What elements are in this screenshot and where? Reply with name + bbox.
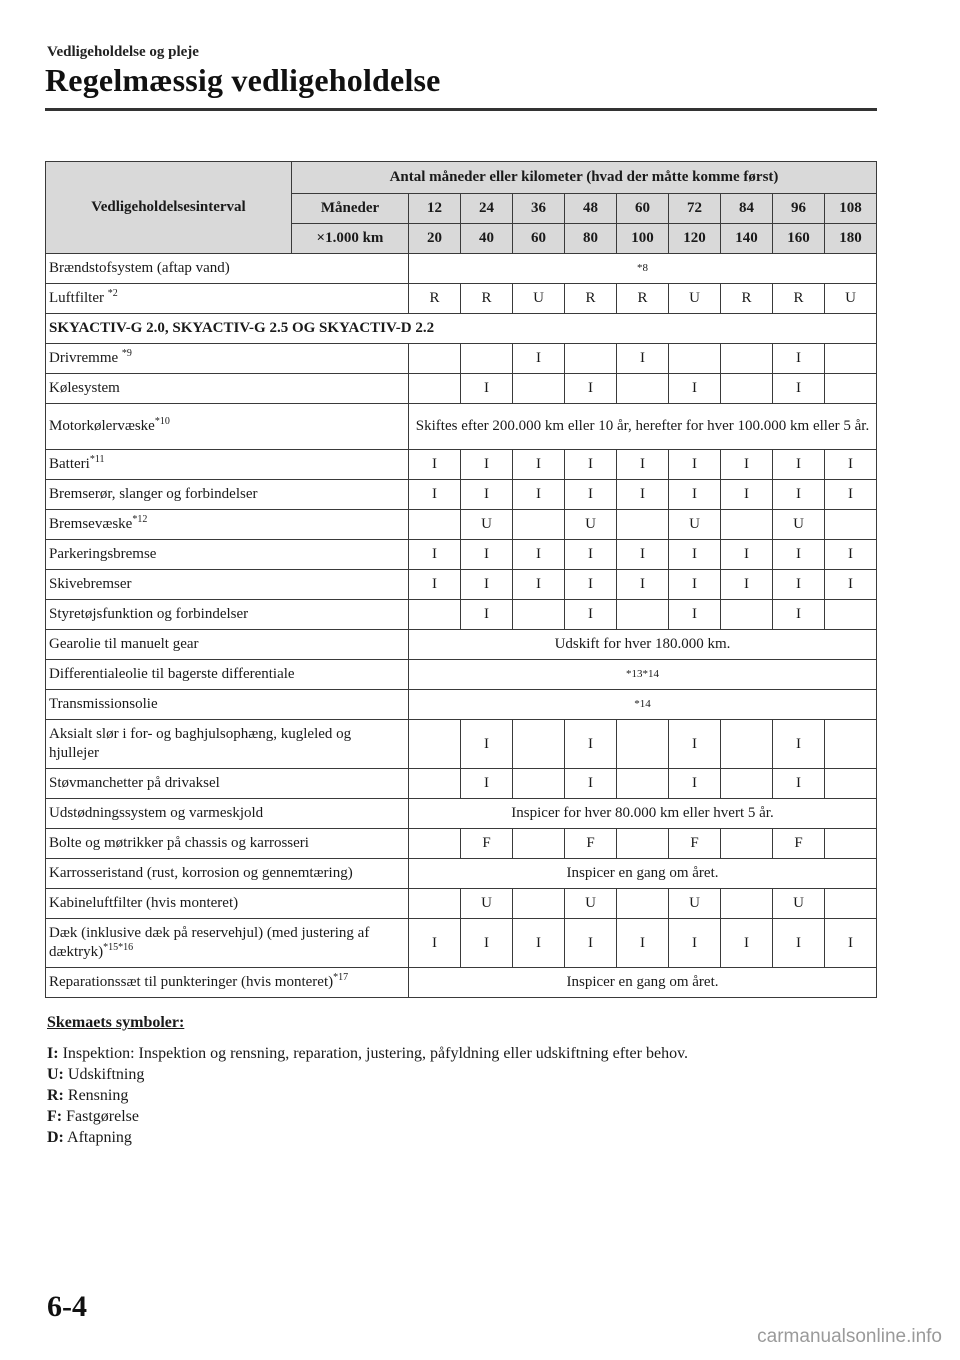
interval-cell bbox=[669, 344, 721, 374]
km-header: 100 bbox=[617, 224, 669, 254]
item-label bbox=[46, 630, 409, 660]
interval-cell: I bbox=[773, 720, 825, 769]
interval-cell: I bbox=[409, 570, 461, 600]
interval-cell bbox=[409, 510, 461, 540]
interval-cell: I bbox=[409, 540, 461, 570]
interval-cell: I bbox=[825, 540, 877, 570]
item-label-text: Kabineluftfilter (hvis monteret) bbox=[49, 895, 239, 911]
interval-cell: I bbox=[565, 570, 617, 600]
interval-cell: I bbox=[565, 769, 617, 799]
legend-key: I: bbox=[47, 1045, 59, 1062]
interval-note: Skiftes efter 200.000 km eller 10 år, herefter for hver 100.000 km eller 5 år. bbox=[409, 404, 877, 450]
interval-cell bbox=[721, 344, 773, 374]
item-label bbox=[46, 254, 409, 284]
item-label bbox=[46, 720, 409, 769]
interval-cell: I bbox=[773, 570, 825, 600]
interval-cell bbox=[825, 344, 877, 374]
item-label-text: Reparationssæt til punkteringer (hvis monteret) bbox=[49, 974, 334, 990]
interval-cell: I bbox=[669, 720, 721, 769]
interval-cell: F bbox=[773, 829, 825, 859]
km-header: 180 bbox=[825, 224, 877, 254]
interval-note: Inspicer en gang om året. bbox=[409, 968, 877, 998]
engine-group-header: SKYACTIV-G 2.0, SKYACTIV-G 2.5 OG SKYACTIV-D 2.2 bbox=[46, 314, 877, 344]
footnote-ref: *17 bbox=[333, 972, 349, 983]
interval-cell: I bbox=[565, 480, 617, 510]
footnote-ref: *15*16 bbox=[103, 942, 134, 953]
item-label bbox=[46, 480, 409, 510]
interval-cell: I bbox=[513, 480, 565, 510]
month-header: 72 bbox=[669, 194, 721, 224]
interval-cell: I bbox=[513, 450, 565, 480]
item-label-text: Brændstofsystem (aftap vand) bbox=[49, 260, 230, 276]
legend-item bbox=[47, 1127, 688, 1148]
item-label-text: Skivebremser bbox=[49, 576, 132, 592]
table-row bbox=[46, 374, 877, 404]
interval-cell: I bbox=[669, 374, 721, 404]
legend-text: Rensning bbox=[67, 1087, 129, 1104]
km-header: 60 bbox=[513, 224, 565, 254]
table-row bbox=[46, 799, 877, 829]
interval-cell: I bbox=[461, 600, 513, 630]
interval-cell: R bbox=[565, 284, 617, 314]
interval-cell bbox=[513, 889, 565, 919]
table-row bbox=[46, 859, 877, 889]
interval-cell: U bbox=[565, 510, 617, 540]
legend-text: Aftapning bbox=[67, 1129, 132, 1146]
interval-cell: I bbox=[825, 570, 877, 600]
legend-text: Udskiftning bbox=[67, 1066, 145, 1083]
table-row bbox=[46, 600, 877, 630]
interval-cell bbox=[513, 769, 565, 799]
interval-cell: I bbox=[773, 600, 825, 630]
item-label-text: Bremsevæske bbox=[49, 516, 133, 532]
table-row bbox=[46, 660, 877, 690]
interval-cell bbox=[617, 720, 669, 769]
item-label-text: Transmissionsolie bbox=[49, 696, 158, 712]
legend-item bbox=[47, 1043, 688, 1064]
interval-note: Inspicer en gang om året. bbox=[409, 859, 877, 889]
interval-cell: I bbox=[513, 540, 565, 570]
footnote-cell: *13*14 bbox=[409, 660, 877, 690]
item-label bbox=[46, 540, 409, 570]
item-label bbox=[46, 284, 409, 314]
interval-cell bbox=[409, 720, 461, 769]
interval-cell: U bbox=[825, 284, 877, 314]
legend-key: R: bbox=[47, 1087, 64, 1104]
km-header: 20 bbox=[409, 224, 461, 254]
interval-cell bbox=[409, 829, 461, 859]
interval-cell bbox=[721, 829, 773, 859]
interval-cell: U bbox=[461, 889, 513, 919]
item-label-text: Gearolie til manuelt gear bbox=[49, 636, 199, 652]
interval-cell: I bbox=[773, 450, 825, 480]
interval-cell: I bbox=[669, 570, 721, 600]
interval-cell: I bbox=[513, 344, 565, 374]
interval-cell bbox=[513, 600, 565, 630]
interval-cell bbox=[721, 510, 773, 540]
interval-cell bbox=[409, 344, 461, 374]
interval-cell: I bbox=[461, 480, 513, 510]
item-label bbox=[46, 374, 409, 404]
item-label-text: Luftfilter bbox=[49, 290, 108, 306]
interval-cell bbox=[513, 720, 565, 769]
interval-cell: U bbox=[669, 284, 721, 314]
interval-cell: I bbox=[461, 570, 513, 600]
interval-cell bbox=[825, 829, 877, 859]
interval-cell: I bbox=[617, 540, 669, 570]
legend-key: U: bbox=[47, 1066, 64, 1083]
item-label bbox=[46, 690, 409, 720]
interval-cell: I bbox=[409, 480, 461, 510]
item-label bbox=[46, 570, 409, 600]
table-row bbox=[46, 254, 877, 284]
item-label-text: Bremserør, slanger og forbindelser bbox=[49, 486, 258, 502]
item-label-text: Styretøjsfunktion og forbindelser bbox=[49, 606, 249, 622]
item-label bbox=[46, 799, 409, 829]
title-divider bbox=[45, 108, 877, 111]
item-label-text: Parkeringsbremse bbox=[49, 546, 157, 562]
table-row bbox=[46, 570, 877, 600]
interval-cell: I bbox=[461, 769, 513, 799]
interval-cell: U bbox=[461, 510, 513, 540]
interval-cell bbox=[617, 889, 669, 919]
item-label bbox=[46, 600, 409, 630]
interval-cell: I bbox=[617, 570, 669, 600]
interval-cell: I bbox=[513, 570, 565, 600]
interval-cell: I bbox=[773, 540, 825, 570]
legend-text: Fastgørelse bbox=[66, 1108, 139, 1125]
legend-key: F: bbox=[47, 1108, 63, 1125]
table-row bbox=[46, 480, 877, 510]
table-row bbox=[46, 284, 877, 314]
item-label-text: Kølesystem bbox=[49, 380, 120, 396]
km-header: 80 bbox=[565, 224, 617, 254]
table-row bbox=[46, 889, 877, 919]
interval-cell: I bbox=[669, 769, 721, 799]
interval-cell bbox=[409, 600, 461, 630]
interval-cell: I bbox=[565, 600, 617, 630]
interval-cell: I bbox=[409, 919, 461, 968]
footnote-ref: *10 bbox=[154, 416, 170, 427]
interval-cell bbox=[513, 510, 565, 540]
month-header: 108 bbox=[825, 194, 877, 224]
interval-cell bbox=[721, 720, 773, 769]
interval-cell bbox=[513, 829, 565, 859]
km-header: 40 bbox=[461, 224, 513, 254]
legend-item bbox=[47, 1106, 688, 1127]
interval-cell bbox=[721, 600, 773, 630]
interval-note: Udskift for hver 180.000 km. bbox=[409, 630, 877, 660]
item-label-text: Støvmanchetter på drivaksel bbox=[49, 775, 220, 791]
interval-cell: I bbox=[461, 919, 513, 968]
table-row bbox=[46, 344, 877, 374]
item-label bbox=[46, 919, 409, 968]
month-header: 48 bbox=[565, 194, 617, 224]
interval-cell bbox=[565, 344, 617, 374]
legend-item bbox=[47, 1064, 688, 1085]
interval-cell bbox=[409, 374, 461, 404]
interval-cell bbox=[825, 600, 877, 630]
interval-cell bbox=[617, 510, 669, 540]
item-label bbox=[46, 510, 409, 540]
interval-cell: I bbox=[565, 919, 617, 968]
interval-cell bbox=[721, 769, 773, 799]
table-row bbox=[46, 450, 877, 480]
section-label: Vedligeholdelse og pleje bbox=[47, 44, 199, 60]
month-header: 96 bbox=[773, 194, 825, 224]
item-label-text: Batteri bbox=[49, 456, 90, 472]
interval-cell: U bbox=[773, 889, 825, 919]
interval-cell: I bbox=[721, 480, 773, 510]
interval-cell: U bbox=[669, 510, 721, 540]
interval-cell bbox=[721, 889, 773, 919]
interval-cell bbox=[409, 889, 461, 919]
interval-cell: I bbox=[773, 769, 825, 799]
interval-cell: I bbox=[513, 919, 565, 968]
km-header: 160 bbox=[773, 224, 825, 254]
item-label bbox=[46, 450, 409, 480]
interval-cell: R bbox=[409, 284, 461, 314]
table-row bbox=[46, 630, 877, 660]
footnote-ref: *12 bbox=[132, 514, 148, 525]
table-row bbox=[46, 769, 877, 799]
month-header: 24 bbox=[461, 194, 513, 224]
interval-cell: I bbox=[721, 919, 773, 968]
table-row bbox=[46, 314, 877, 344]
interval-cell: I bbox=[461, 720, 513, 769]
interval-cell: I bbox=[773, 480, 825, 510]
interval-cell: F bbox=[461, 829, 513, 859]
interval-cell: I bbox=[669, 450, 721, 480]
interval-cell: I bbox=[565, 374, 617, 404]
interval-cell: I bbox=[721, 540, 773, 570]
table-row bbox=[46, 720, 877, 769]
legend bbox=[47, 1012, 688, 1148]
interval-cell: I bbox=[409, 450, 461, 480]
interval-cell: I bbox=[825, 480, 877, 510]
table-row bbox=[46, 968, 877, 998]
interval-cell: F bbox=[669, 829, 721, 859]
item-label-text: Differentialeolie til bagerste differentiale bbox=[49, 666, 295, 682]
item-label-text: Bolte og møtrikker på chassis og karrosseri bbox=[49, 835, 309, 851]
page-title: Regelmæssig vedligeholdelse bbox=[45, 62, 441, 98]
legend-items bbox=[47, 1043, 688, 1148]
interval-cell: I bbox=[617, 344, 669, 374]
table-row bbox=[46, 540, 877, 570]
interval-cell bbox=[825, 374, 877, 404]
legend-key: D: bbox=[47, 1129, 64, 1146]
interval-cell bbox=[825, 769, 877, 799]
table-row bbox=[46, 690, 877, 720]
item-label-text: Aksialt slør i for- og baghjulsophæng, kugleled og hjullejer bbox=[49, 726, 352, 761]
months-label: Måneder bbox=[292, 194, 409, 224]
interval-cell bbox=[617, 769, 669, 799]
interval-cell: I bbox=[617, 450, 669, 480]
legend-text: Inspektion: Inspektion og rensning, reparation, justering, påfyldning eller udskiftning efter behov. bbox=[62, 1045, 689, 1062]
interval-cell: I bbox=[669, 540, 721, 570]
table-row bbox=[46, 510, 877, 540]
watermark: carmanualsonline.info bbox=[757, 1326, 942, 1347]
item-label bbox=[46, 404, 409, 450]
km-header: 140 bbox=[721, 224, 773, 254]
interval-cell bbox=[825, 889, 877, 919]
interval-cell: I bbox=[565, 720, 617, 769]
interval-cell: U bbox=[773, 510, 825, 540]
legend-title: Skemaets symboler: bbox=[47, 1014, 185, 1031]
interval-cell: U bbox=[669, 889, 721, 919]
interval-cell bbox=[721, 374, 773, 404]
item-label-text: Udstødningssystem og varmeskjold bbox=[49, 805, 264, 821]
item-label bbox=[46, 859, 409, 889]
interval-cell: R bbox=[721, 284, 773, 314]
interval-cell: F bbox=[565, 829, 617, 859]
interval-cell: I bbox=[565, 540, 617, 570]
item-label bbox=[46, 660, 409, 690]
interval-cell: I bbox=[617, 919, 669, 968]
footnote-cell: *14 bbox=[409, 690, 877, 720]
legend-item bbox=[47, 1085, 688, 1106]
interval-cell: I bbox=[721, 450, 773, 480]
interval-cell bbox=[409, 769, 461, 799]
interval-cell: I bbox=[617, 480, 669, 510]
interval-cell: U bbox=[565, 889, 617, 919]
interval-cell: R bbox=[617, 284, 669, 314]
km-label: ×1.000 km bbox=[292, 224, 409, 254]
month-header: 12 bbox=[409, 194, 461, 224]
page-number: 6-4 bbox=[47, 1290, 87, 1323]
interval-cell: I bbox=[565, 450, 617, 480]
item-label bbox=[46, 769, 409, 799]
interval-cell: U bbox=[513, 284, 565, 314]
interval-cell: R bbox=[461, 284, 513, 314]
interval-cell: I bbox=[721, 570, 773, 600]
interval-cell bbox=[513, 374, 565, 404]
interval-cell: R bbox=[773, 284, 825, 314]
interval-header: Vedligeholdelsesinterval bbox=[46, 162, 292, 254]
interval-cell: I bbox=[825, 450, 877, 480]
month-header: 60 bbox=[617, 194, 669, 224]
item-label bbox=[46, 968, 409, 998]
item-label-text: Dæk (inklusive dæk på reservehjul) (med justering af dæktryk) bbox=[49, 925, 370, 960]
interval-cell: I bbox=[669, 919, 721, 968]
interval-cell bbox=[825, 720, 877, 769]
interval-cell: I bbox=[461, 374, 513, 404]
km-header: 120 bbox=[669, 224, 721, 254]
table-row bbox=[46, 919, 877, 968]
interval-cell: I bbox=[461, 540, 513, 570]
item-label bbox=[46, 344, 409, 374]
interval-note: Inspicer for hver 80.000 km eller hvert 5 år. bbox=[409, 799, 877, 829]
footnote-ref: *9 bbox=[121, 348, 132, 359]
interval-cell: I bbox=[669, 600, 721, 630]
item-label-text: Karrosseristand (rust, korrosion og gennemtæring) bbox=[49, 865, 353, 881]
interval-cell: I bbox=[669, 480, 721, 510]
footnote-ref: *2 bbox=[107, 288, 118, 299]
interval-cell bbox=[617, 374, 669, 404]
item-label bbox=[46, 829, 409, 859]
interval-cell bbox=[617, 600, 669, 630]
item-label bbox=[46, 889, 409, 919]
table-row bbox=[46, 404, 877, 450]
month-header: 36 bbox=[513, 194, 565, 224]
maintenance-schedule-table bbox=[45, 161, 877, 998]
item-label-text: Motorkølervæske bbox=[49, 418, 155, 434]
table-row bbox=[46, 829, 877, 859]
footnote-ref: *11 bbox=[89, 454, 105, 465]
month-header: 84 bbox=[721, 194, 773, 224]
interval-cell: I bbox=[773, 374, 825, 404]
interval-cell bbox=[825, 510, 877, 540]
interval-cell: I bbox=[773, 344, 825, 374]
footnote-cell: *8 bbox=[409, 254, 877, 284]
interval-cell bbox=[461, 344, 513, 374]
span-header: Antal måneder eller kilometer (hvad der måtte komme først) bbox=[292, 162, 877, 194]
item-label-text: Drivremme bbox=[49, 350, 122, 366]
interval-cell bbox=[617, 829, 669, 859]
interval-cell: I bbox=[461, 450, 513, 480]
interval-cell: I bbox=[773, 919, 825, 968]
interval-cell: I bbox=[825, 919, 877, 968]
